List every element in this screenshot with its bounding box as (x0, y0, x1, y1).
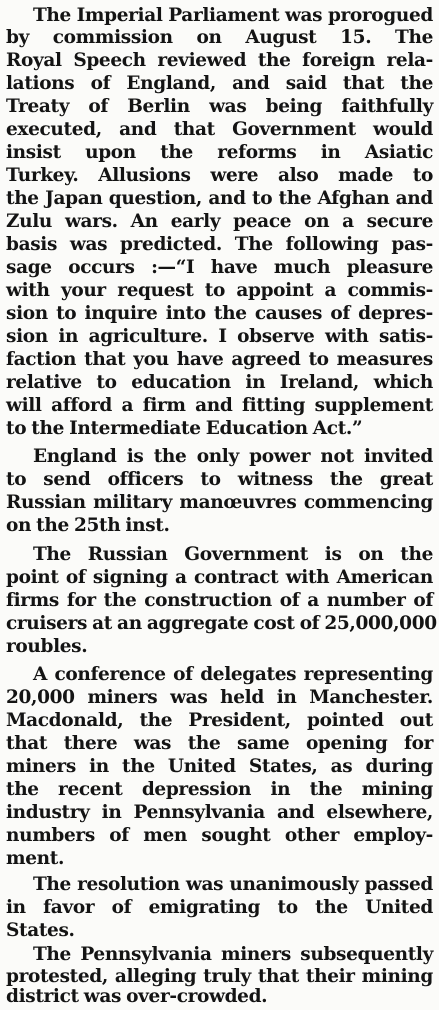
text-line: The Russian Government is on the (33, 544, 433, 565)
text-line: roubles. (6, 636, 88, 657)
text-line: sion in agriculture. I observe with satis- (6, 326, 433, 347)
text-line: relative to education in Ireland, which (6, 372, 433, 393)
text-line: numbers of men sought other employ- (6, 825, 433, 846)
text-line: with your request to appoint a commis- (6, 280, 433, 301)
text-line: insist upon the reforms in Asiatic (6, 142, 433, 163)
text-line: the recent depression in the mining (6, 779, 433, 800)
text-line: ment. (6, 848, 65, 869)
text-line: England is the only power not invited (33, 446, 433, 467)
text-line: industry in Pennsylvania and elsewhere, (6, 802, 433, 823)
text-line: to send officers to witness the great (6, 469, 433, 490)
text-line: in favor of emigrating to the United (6, 897, 433, 918)
text-line: faction that you have agreed to measures (6, 349, 433, 370)
text-line: States. (6, 920, 75, 941)
text-line: basis was predicted. The following pas- (6, 234, 433, 255)
text-line: Russian military manœuvres commencing (6, 492, 433, 513)
text-line: A conference of delegates representing (33, 664, 433, 685)
text-line: sion to inquire into the causes of depres- (6, 303, 433, 324)
text-line: Royal Speech reviewed the foreign rela- (6, 50, 433, 71)
text-line: Turkey. Allusions were also made to (6, 165, 433, 186)
text-line: Macdonald, the President, pointed out (6, 710, 433, 731)
text-line: Zulu wars. An early peace on a secure (6, 211, 433, 232)
text-line: 20,000 miners was held in Manchester. (6, 687, 433, 708)
text-line: cruisers at an aggregate cost of 25,000,000 (6, 613, 437, 634)
text-line: The Pennsylvania miners subsequently (33, 944, 433, 965)
text-line: the Japan question, and to the Afghan and (6, 188, 433, 209)
text-line: protested, alleging truly that their mining (6, 966, 433, 987)
text-line: district was over-crowded. (6, 986, 268, 1007)
text-line: on the 25th inst. (6, 515, 170, 536)
text-line: executed, and that Government would (6, 119, 433, 140)
text-line: sage occurs :—“I have much pleasure (6, 257, 433, 278)
text-line: firms for the construction of a number of (6, 590, 433, 611)
text-line: point of signing a contract with American (6, 567, 433, 588)
text-line: will afford a firm and fitting supplement (6, 395, 433, 416)
text-line: to the Intermediate Education Act.” (6, 418, 363, 439)
text-line: Treaty of Berlin was being faithfully (6, 96, 433, 117)
text-line: by commission on August 15. The (6, 27, 433, 48)
text-line: miners in the United States, as during (6, 756, 433, 777)
text-line: The Imperial Parliament was prorogued (33, 5, 433, 26)
text-line: lations of England, and said that the (6, 73, 433, 94)
text-line: The resolution was unanimously passed (33, 874, 433, 895)
text-line: that there was the same opening for (6, 733, 433, 754)
